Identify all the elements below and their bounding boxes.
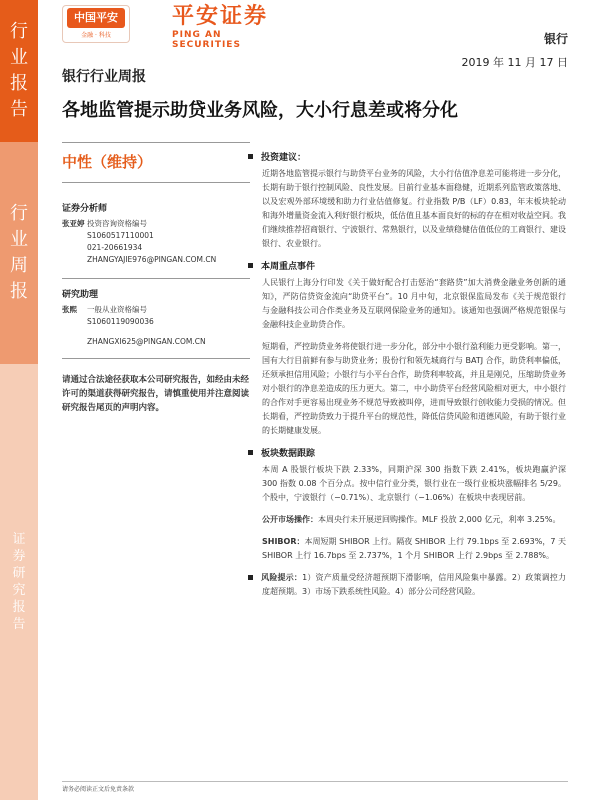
ping-an-securities-logo bbox=[172, 4, 287, 50]
report-subtitle: 银行行业周报 bbox=[62, 69, 146, 85]
footer-divider bbox=[62, 781, 568, 782]
paragraph bbox=[262, 513, 566, 527]
securities-logo-en: PING AN SECURITIES bbox=[172, 30, 241, 50]
shibor-text: 本周短期 SHIBOR 上行。隔夜 SHIBOR 上行 79.1bps 至 2.693%，7 天 SHIBOR 上行 16.7bps 至 2.737%，1 个月 SHIBOR 上行 2.9bps 至 2.788%。 bbox=[262, 537, 567, 560]
assistants-heading: 研究助理 bbox=[62, 290, 99, 300]
sidebar-label-research: 证券研究报告 bbox=[12, 532, 26, 632]
divider bbox=[62, 142, 250, 143]
shibor-label: SHIBOR： bbox=[262, 537, 305, 546]
section-heading bbox=[262, 446, 566, 459]
risk-paragraph bbox=[262, 571, 566, 599]
footer-note: 请务必阅读正文后免责条款 bbox=[62, 786, 135, 793]
right-column bbox=[262, 150, 566, 607]
disclaimer: 请通过合法途径获取本公司研究报告，如经由未经许可的渠道获得研究报告，请慎重使用并注意阅读研究报告尾页的声明内容。 bbox=[62, 375, 250, 413]
paragraph: 短期看，严控助贷业务将使银行进一步分化，部分中小银行盈利能力更受影响。第一，国有大行目前鲜有参与助贷业务；股份行和领先城商行与 BATJ 合作，助贷利率偏低，还须承担信用风险；小银行与小平台合作，助贷利率较高，并且是刚兑，压缩助贷业务对小银行的净息差造成的压力更大。第二，中小助贷平台经营风险相对更大，中小银行的合作对手更容易出现业务不规范导致被叫停，进而导致银行创收能力受损的情况。但长期看，严控助贷致力于提升平台的规范性，降低信贷风险和道德风险，有助于银行业的长期健康发展。 bbox=[262, 342, 566, 435]
paragraph: 本周 A 股银行板块下跌 2.33%，同期沪深 300 指数下跌 2.41%，板块跑赢沪深 300 指数 0.08 个百分点。按中信行业分类，银行业在一级行业板块涨幅排名 5/29。个股中，宁波银行（−0.71%）、北京银行（−1.06%）在板块中表现居前。 bbox=[262, 465, 566, 502]
key-events-heading: 本周重点事件 bbox=[261, 262, 316, 272]
divider bbox=[62, 358, 250, 359]
ping-an-logo-sub: 金融 · 科技 bbox=[81, 32, 111, 39]
analyst-row bbox=[62, 218, 250, 230]
open-market-label: 公开市场操作： bbox=[262, 515, 318, 524]
sidebar bbox=[0, 0, 38, 800]
report-date: 2019 年 11 月 17 日 bbox=[461, 56, 568, 69]
analyst-role: 投资咨询资格编号 bbox=[87, 219, 147, 228]
assistant-id: S1060119090036 bbox=[87, 317, 154, 326]
assistant-name: 张熙 bbox=[62, 305, 77, 314]
bullet-square-icon bbox=[248, 575, 253, 580]
sidebar-block-research bbox=[0, 364, 38, 800]
divider bbox=[62, 278, 250, 279]
assistant-email: ZHANGXI625@PINGAN.COM.CN bbox=[87, 337, 206, 346]
sidebar-block-weekly bbox=[0, 142, 38, 364]
left-column bbox=[62, 142, 250, 415]
paragraph bbox=[262, 535, 566, 563]
bullet-square-icon bbox=[248, 263, 253, 268]
divider bbox=[62, 182, 250, 183]
open-market-text: 本周央行未开展逆回购操作。MLF 投放 2,000 亿元，利率 3.25%。 bbox=[318, 515, 561, 524]
sidebar-block-report-type bbox=[0, 0, 38, 142]
report-title: 各地监管提示助贷业务风险，大小行息差或将分化 bbox=[62, 100, 458, 121]
ping-an-logo bbox=[62, 5, 130, 43]
securities-logo-cn: 平安证券 bbox=[172, 4, 269, 29]
analysts-heading: 证券分析师 bbox=[62, 204, 108, 214]
bullet-square-icon bbox=[248, 154, 253, 159]
industry-label: 银行 bbox=[543, 32, 568, 46]
paragraph: 近期各地监管提示银行与助贷平台业务的风险，大小行估值净息差可能将进一步分化，长期有助于银行控制风险、良性发展。目前行业基本面稳健，近期系列监管政策落地、以及宏观外部环境缓和助力行业估值修复。行业指数 P/B（LF）0.83，年末板块轮动和海外增量资金流入利好银行板块，低估值且基本面良好的标的存在相对收益空间。我们继续推荐招商银行、宁波银行、常熟银行，以及业绩稳健估值低位的工商银行、建设银行、农业银行。 bbox=[262, 169, 566, 248]
analyst-email: ZHANGYAJIE976@PINGAN.COM.CN bbox=[87, 255, 217, 264]
sidebar-label-report-type: 行业报告 bbox=[10, 21, 28, 120]
ping-an-logo-text: 中国平安 bbox=[67, 8, 125, 28]
analyst-id: S1060517110001 bbox=[87, 231, 154, 240]
rating: 中性（维持） bbox=[62, 153, 153, 171]
section-heading bbox=[262, 259, 566, 272]
analyst-phone: 021-20661934 bbox=[87, 243, 143, 252]
assistant-role: 一般从业资格编号 bbox=[87, 305, 147, 314]
analyst-name: 张亚婷 bbox=[62, 219, 85, 228]
paragraph: 人民银行上海分行印发《关于做好配合打击惩治“套路贷”加大消费金融业务创新的通知》，严防信贷资金流向“助贷平台”。10 月中旬，北京银保监局发布《关于规范银行与金融科技公司合作类业务及互联网保险业务的通知》。该通知也强调严格规范银保与金融科技企业助贷合作。 bbox=[262, 278, 566, 329]
risk-heading: 风险提示： bbox=[261, 573, 303, 582]
sector-data-heading: 板块数据跟踪 bbox=[261, 449, 316, 459]
assistant-row bbox=[62, 304, 250, 316]
investment-advice-heading: 投资建议： bbox=[261, 153, 307, 163]
sidebar-label-weekly: 行业周报 bbox=[10, 203, 28, 302]
risk-text: 1）资产质量受经济超预期下滑影响，信用风险集中暴露。2）政策调控力度超预期。3）市场下跌系统性风险。4）部分公司经营风险。 bbox=[262, 573, 566, 596]
section-heading bbox=[262, 150, 566, 163]
bullet-square-icon bbox=[248, 450, 253, 455]
